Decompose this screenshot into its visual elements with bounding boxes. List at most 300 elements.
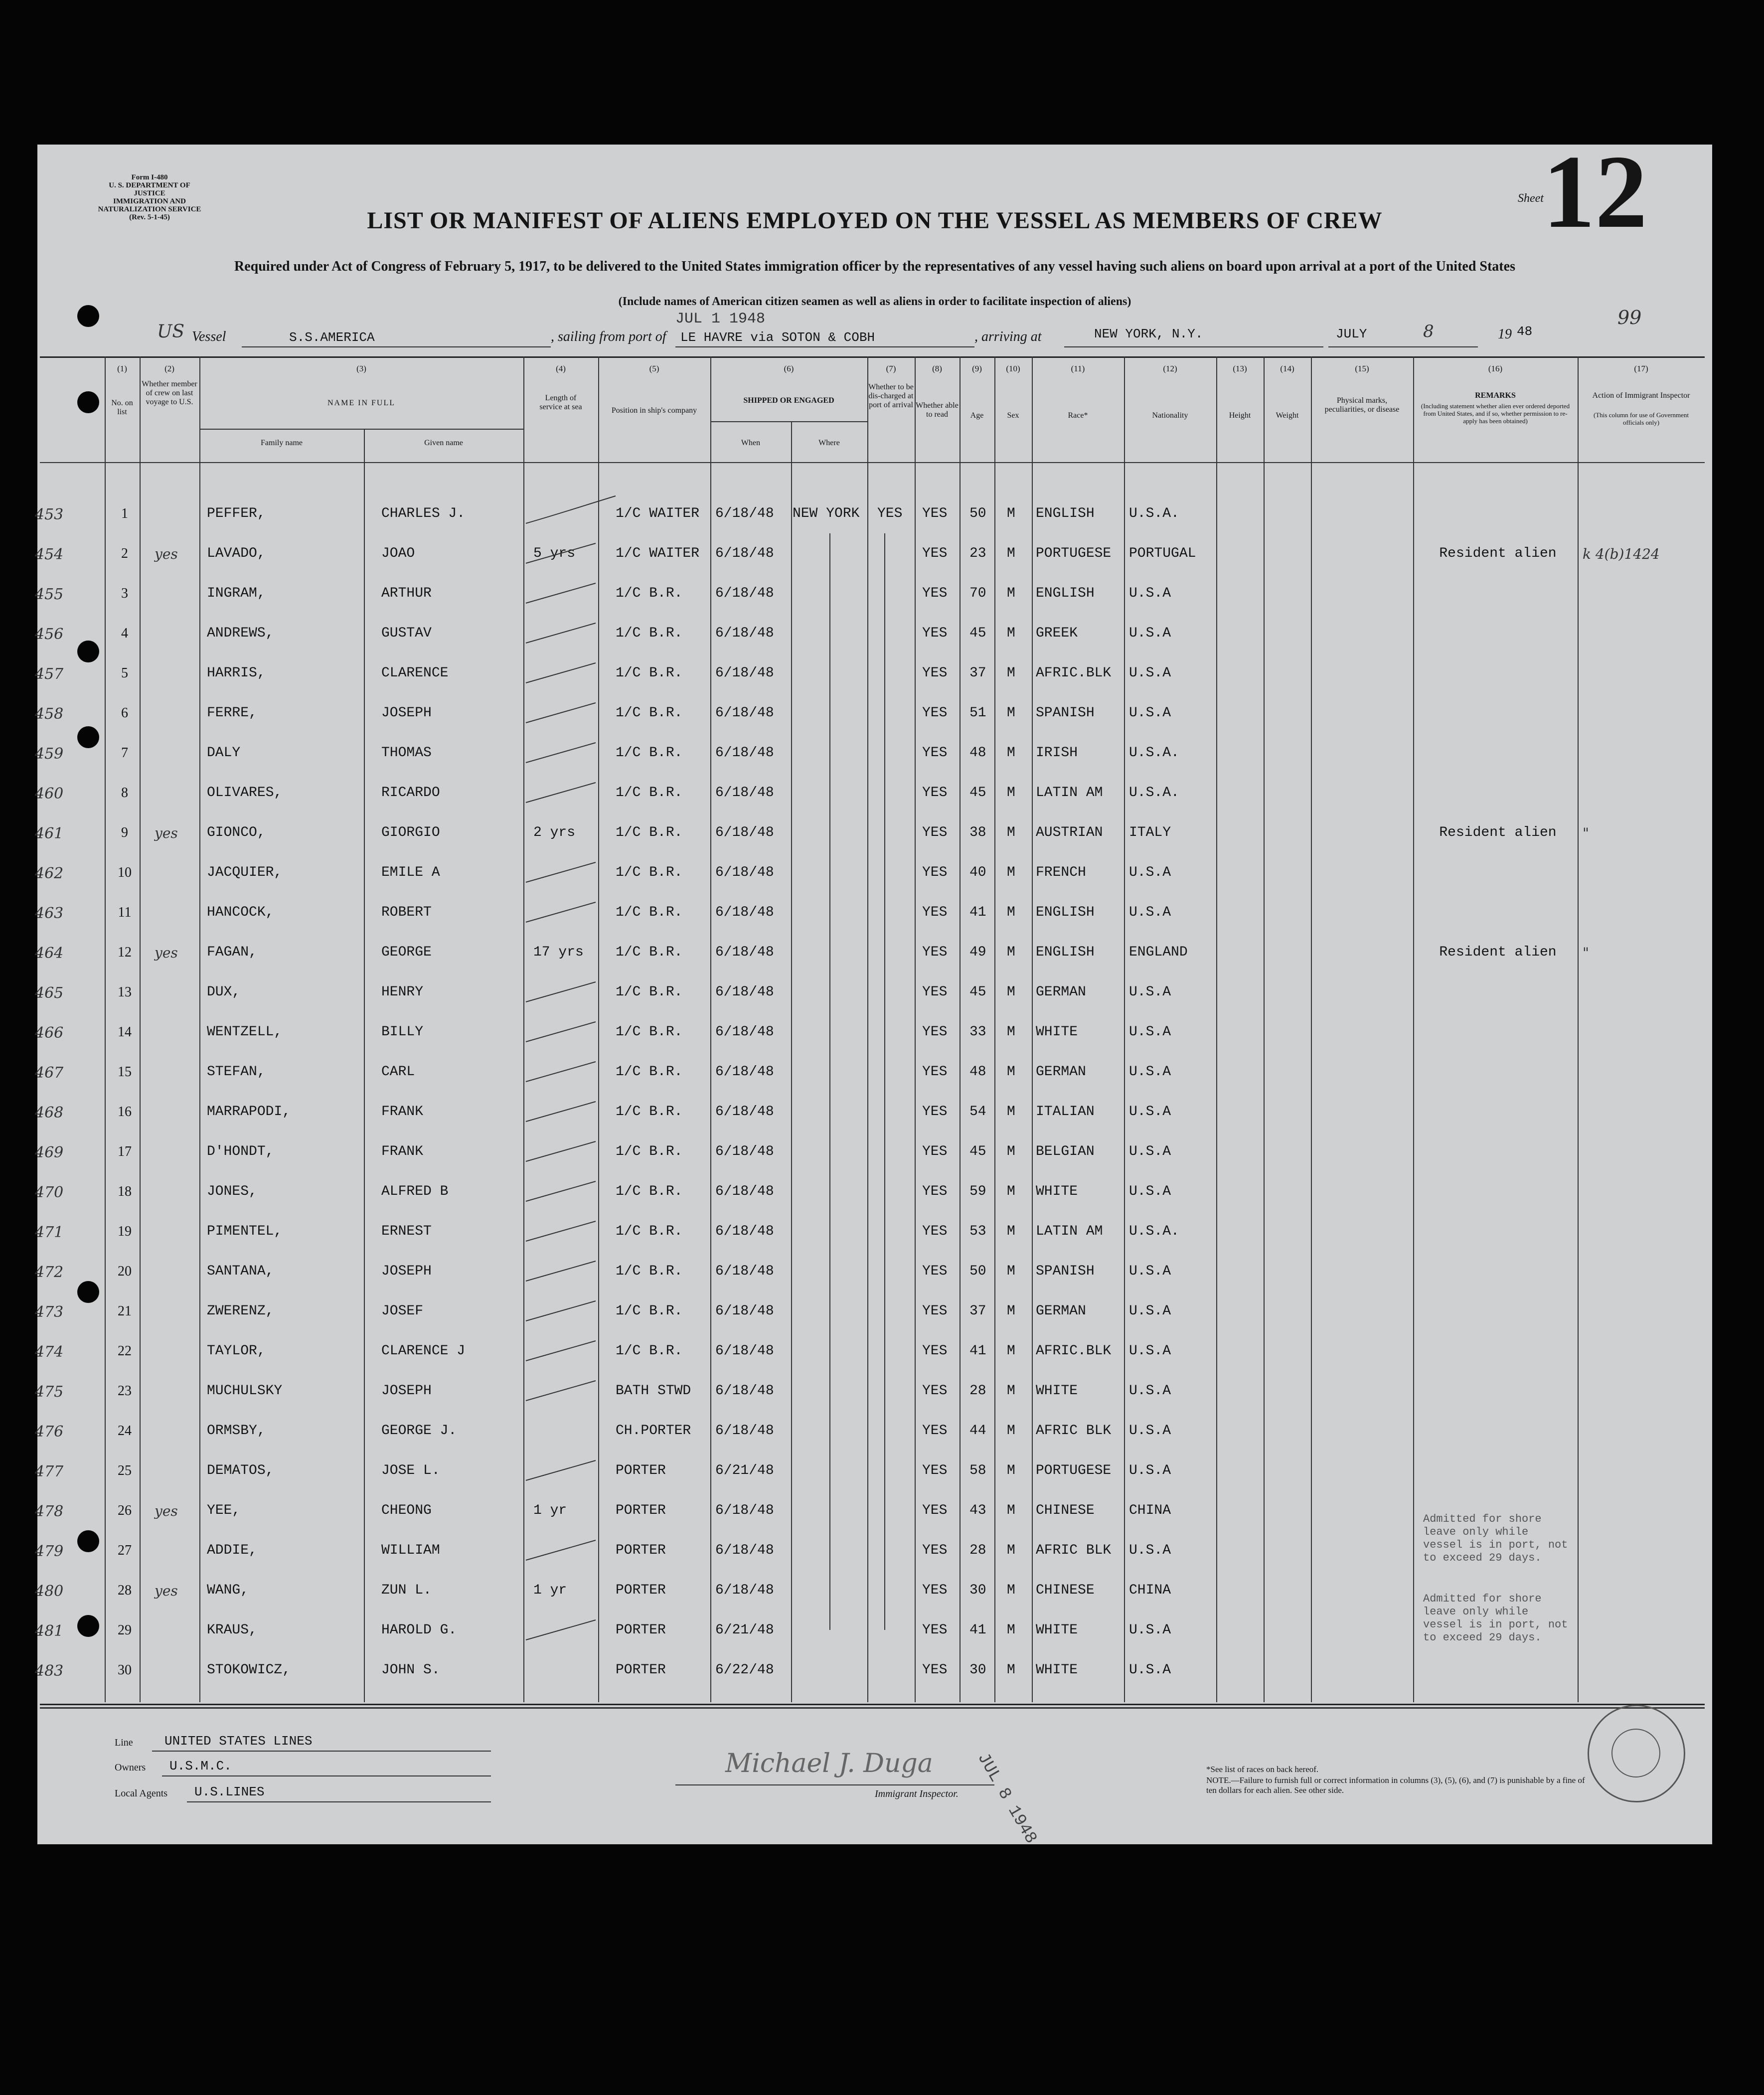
given-name: CHEONG [381, 1503, 432, 1518]
shipped-where: NEW YORK [793, 506, 860, 521]
position: 1/C B.R. [616, 984, 683, 1000]
position: 1/C WAITER [616, 546, 700, 561]
able-to-read: YES [922, 1144, 948, 1159]
race: WHITE [1036, 1622, 1078, 1638]
row-number: 30 [118, 1662, 132, 1678]
able-to-read: YES [922, 665, 948, 681]
manifest-number: 467 [35, 1064, 64, 1082]
nationality: U.S.A [1129, 586, 1171, 601]
manifest-number: 470 [35, 1184, 64, 1201]
line-label: Line [115, 1737, 133, 1748]
given-name: ZUN L. [381, 1583, 432, 1598]
manifest-number: 461 [35, 825, 64, 842]
family-name: DEMATOS, [207, 1463, 274, 1478]
family-name: MARRAPODI, [207, 1104, 291, 1120]
shipped-when: 6/18/48 [715, 865, 774, 880]
col-header-action-note: (This column for use of Government officials only) [1594, 411, 1689, 426]
col-header-position: Position in ship's company [611, 406, 697, 415]
punch-hole [77, 641, 99, 662]
shipped-when: 6/18/48 [715, 506, 774, 521]
family-name: FAGAN, [207, 945, 257, 960]
shipped-when: 6/18/48 [715, 745, 774, 761]
col-header-prev-voyage: Whether member of crew on last voyage to U.S. [142, 380, 197, 406]
given-name: GUSTAV [381, 626, 432, 641]
race: GERMAN [1036, 984, 1086, 1000]
manifest-number: 475 [35, 1383, 64, 1401]
col-header-weight: Weight [1276, 411, 1299, 420]
given-name: WILLIAM [381, 1543, 440, 1558]
race: ENGLISH [1036, 905, 1095, 920]
given-name: ERNEST [381, 1224, 432, 1239]
able-to-read: YES [922, 825, 948, 840]
position: 1/C B.R. [616, 1104, 683, 1120]
sex: M [1007, 586, 1015, 601]
col-num-1: (1) [117, 364, 127, 373]
age: 45 [969, 785, 986, 801]
shipped-when: 6/22/48 [715, 1662, 774, 1678]
position: PORTER [616, 1622, 666, 1638]
col-header-shipped: SHIPPED OR ENGAGED [743, 396, 834, 405]
race: WHITE [1036, 1383, 1078, 1399]
date-stamp: JUL 1 1948 [675, 311, 766, 327]
row-number: 18 [118, 1184, 132, 1199]
nationality: U.S.A [1129, 1264, 1171, 1279]
able-to-read: YES [922, 1543, 948, 1558]
sex: M [1007, 1144, 1015, 1159]
length-of-service: 2 yrs [533, 825, 576, 840]
age: 54 [969, 1104, 986, 1120]
race: LATIN AM [1036, 785, 1103, 801]
race: BELGIAN [1036, 1144, 1095, 1159]
sex: M [1007, 745, 1015, 761]
age: 53 [969, 1224, 986, 1239]
col-header-name: NAME IN FULL [327, 399, 395, 407]
inspector-action: k 4(b)1424 [1583, 546, 1660, 562]
given-name: FRANK [381, 1104, 424, 1120]
family-name: KRAUS, [207, 1622, 257, 1638]
sex: M [1007, 1104, 1015, 1120]
given-name: JOSEPH [381, 1383, 432, 1399]
able-to-read: YES [922, 1343, 948, 1359]
family-name: ANDREWS, [207, 626, 274, 641]
shipped-when: 6/18/48 [715, 1383, 774, 1399]
position: 1/C B.R. [616, 586, 683, 601]
row-number: 25 [118, 1463, 132, 1478]
family-name: GIONCO, [207, 825, 266, 840]
nationality: U.S.A [1129, 1144, 1171, 1159]
age: 41 [969, 1343, 986, 1359]
given-name: CLARENCE [381, 665, 449, 681]
age: 41 [969, 905, 986, 920]
family-name: MUCHULSKY [207, 1383, 283, 1399]
shipped-when: 6/18/48 [715, 1423, 774, 1439]
sex: M [1007, 785, 1015, 801]
shipped-when: 6/18/48 [715, 1543, 774, 1558]
position: 1/C B.R. [616, 865, 683, 880]
shipped-when: 6/18/48 [715, 1343, 774, 1359]
race: CHINESE [1036, 1583, 1095, 1598]
sex: M [1007, 945, 1015, 960]
col-num-9: (9) [972, 364, 982, 373]
given-name: GIORGIO [381, 825, 440, 840]
manifest-number: 464 [35, 945, 64, 962]
col-header-remarks: REMARKS [1475, 391, 1516, 400]
sex: M [1007, 705, 1015, 721]
sex: M [1007, 984, 1015, 1000]
col-header-remarks-note: (Including statement whether alien ever ordered deported from United States, and if so, whether permission to re-apply has been obtained) [1421, 402, 1570, 425]
race: WHITE [1036, 1184, 1078, 1199]
nationality: U.S.A [1129, 1064, 1171, 1080]
nationality: U.S.A. [1129, 1224, 1179, 1239]
given-name: ROBERT [381, 905, 432, 920]
given-name: HENRY [381, 984, 424, 1000]
punch-hole [77, 1281, 99, 1303]
arriving-label: , arriving at [974, 329, 1042, 344]
length-of-service: 5 yrs [533, 546, 576, 561]
position: 1/C B.R. [616, 905, 683, 920]
age: 41 [969, 1622, 986, 1638]
nationality: U.S.A [1129, 1104, 1171, 1120]
position: 1/C B.R. [616, 705, 683, 721]
race: CHINESE [1036, 1503, 1095, 1518]
manifest-number: 476 [35, 1423, 64, 1441]
col-header-when: When [741, 439, 761, 447]
given-name: ALFRED B [381, 1184, 449, 1199]
row-number: 28 [118, 1583, 132, 1598]
port-of-departure: LE HAVRE via SOTON & COBH [680, 330, 875, 345]
race: AFRIC BLK [1036, 1543, 1112, 1558]
position: 1/C B.R. [616, 1184, 683, 1199]
family-name: STEFAN, [207, 1064, 266, 1080]
nationality: U.S.A [1129, 1184, 1171, 1199]
given-name: JOAO [381, 546, 415, 561]
punch-hole [77, 726, 99, 748]
family-name: WENTZELL, [207, 1024, 283, 1040]
age: 45 [969, 626, 986, 641]
age: 37 [969, 1303, 986, 1319]
manifest-number: 481 [35, 1622, 64, 1640]
race: ENGLISH [1036, 506, 1095, 521]
remarks: Admitted for shore leave only while vessel is in port, not to exceed 29 days. [1423, 1593, 1568, 1644]
able-to-read: YES [922, 945, 948, 960]
manifest-number: 457 [35, 665, 64, 683]
row-number: 23 [118, 1383, 132, 1399]
sex: M [1007, 1463, 1015, 1478]
col-num-13: (13) [1233, 364, 1247, 373]
sex: M [1007, 1383, 1015, 1399]
given-name: CARL [381, 1064, 415, 1080]
able-to-read: YES [922, 745, 948, 761]
given-name: CLARENCE J [381, 1343, 466, 1359]
position: PORTER [616, 1463, 666, 1478]
agents-label: Local Agents [115, 1788, 168, 1799]
race: AUSTRIAN [1036, 825, 1103, 840]
row-number: 9 [121, 825, 128, 840]
corner-note: 99 [1617, 307, 1642, 328]
prev-voyage: yes [155, 1583, 178, 1599]
punch-hole [77, 305, 99, 327]
family-name: TAYLOR, [207, 1343, 266, 1359]
able-to-read: YES [922, 546, 948, 561]
page-subtitle-note: (Include names of American citizen seamen as well as aliens in order to facilitate inspection of aliens) [618, 295, 1131, 308]
remarks: Resident alien [1439, 945, 1557, 960]
nationality: U.S.A [1129, 984, 1171, 1000]
sex: M [1007, 905, 1015, 920]
row-number: 20 [118, 1264, 132, 1279]
family-name: LAVADO, [207, 546, 266, 561]
prev-voyage: yes [155, 945, 178, 961]
vessel-label: Vessel [192, 329, 226, 344]
age: 30 [969, 1583, 986, 1598]
nationality: U.S.A [1129, 1622, 1171, 1638]
shipped-when: 6/18/48 [715, 1104, 774, 1120]
position: 1/C B.R. [616, 1024, 683, 1040]
shipped-when: 6/18/48 [715, 1224, 774, 1239]
arrival-day: 8 [1423, 322, 1434, 341]
remarks: Resident alien [1439, 825, 1557, 840]
sex: M [1007, 506, 1015, 521]
col-num-3: (3) [356, 364, 366, 373]
row-number: 13 [118, 984, 132, 1000]
able-to-read: YES [922, 785, 948, 801]
inspector-action: " [1583, 945, 1589, 961]
col-num-12: (12) [1163, 364, 1177, 373]
given-name: ARTHUR [381, 586, 432, 601]
row-number: 1 [121, 506, 128, 521]
given-name: BILLY [381, 1024, 424, 1040]
row-number: 22 [118, 1343, 132, 1359]
row-number: 14 [118, 1024, 132, 1040]
nationality: U.S.A [1129, 865, 1171, 880]
manifest-number: 474 [35, 1343, 64, 1361]
sex: M [1007, 1224, 1015, 1239]
sex: M [1007, 825, 1015, 840]
manifest-number: 462 [35, 865, 64, 882]
able-to-read: YES [922, 506, 948, 521]
race: AFRIC.BLK [1036, 1343, 1112, 1359]
position: 1/C B.R. [616, 1144, 683, 1159]
given-name: GEORGE [381, 945, 432, 960]
col-header-where: Where [818, 439, 840, 447]
manifest-number: 465 [35, 984, 64, 1002]
age: 23 [969, 546, 986, 561]
position: 1/C B.R. [616, 1343, 683, 1359]
family-name: HANCOCK, [207, 905, 274, 920]
race: ENGLISH [1036, 586, 1095, 601]
sex: M [1007, 1662, 1015, 1678]
nationality: U.S.A [1129, 665, 1171, 681]
col-num-4: (4) [556, 364, 566, 373]
col-header-family-name: Family name [261, 439, 303, 447]
shipped-when: 6/18/48 [715, 1064, 774, 1080]
col-header-no: No. on list [111, 399, 133, 416]
sex: M [1007, 1064, 1015, 1080]
manifest-number: 471 [35, 1224, 64, 1241]
shipped-when: 6/21/48 [715, 1622, 774, 1638]
nationality: CHINA [1129, 1583, 1171, 1598]
col-num-10: (10) [1006, 364, 1020, 373]
position: 1/C B.R. [616, 945, 683, 960]
col-header-height: Height [1229, 411, 1251, 420]
remarks: Admitted for shore leave only while vessel is in port, not to exceed 29 days. [1423, 1513, 1568, 1564]
age: 48 [969, 745, 986, 761]
row-number: 26 [118, 1503, 132, 1518]
shipped-when: 6/18/48 [715, 905, 774, 920]
nationality: U.S.A [1129, 626, 1171, 641]
form-number: Form I-480 [131, 173, 168, 181]
nationality: ENGLAND [1129, 945, 1188, 960]
sheet-number: 12 [1543, 134, 1647, 250]
col-header-nationality: Nationality [1152, 411, 1188, 420]
manifest-number: 473 [35, 1303, 64, 1321]
position: 1/C B.R. [616, 626, 683, 641]
race: SPANISH [1036, 1264, 1095, 1279]
age: 58 [969, 1463, 986, 1478]
family-name: PIMENTEL, [207, 1224, 283, 1239]
row-number: 5 [121, 665, 128, 681]
page-title: LIST OR MANIFEST OF ALIENS EMPLOYED ON THE VESSEL AS MEMBERS OF CREW [367, 207, 1383, 234]
nationality: U.S.A [1129, 1543, 1171, 1558]
position: 1/C B.R. [616, 1064, 683, 1080]
owners: U.S.M.C. [169, 1759, 232, 1773]
year-prefix: 19 [1498, 326, 1512, 342]
punch-hole [77, 1615, 99, 1637]
family-name: D'HONDT, [207, 1144, 274, 1159]
shipped-when: 6/18/48 [715, 984, 774, 1000]
sex: M [1007, 1503, 1015, 1518]
shipped-when: 6/18/48 [715, 945, 774, 960]
able-to-read: YES [922, 586, 948, 601]
able-to-read: YES [922, 1423, 948, 1439]
age: 37 [969, 665, 986, 681]
length-of-service: 17 yrs [533, 945, 584, 960]
able-to-read: YES [922, 1224, 948, 1239]
family-name: OLIVARES, [207, 785, 283, 801]
punch-hole [77, 391, 99, 413]
row-number: 2 [121, 546, 128, 561]
family-name: JACQUIER, [207, 865, 283, 880]
family-name: WANG, [207, 1583, 249, 1598]
age: 50 [969, 1264, 986, 1279]
able-to-read: YES [922, 1622, 948, 1638]
position: 1/C B.R. [616, 785, 683, 801]
given-name: JOSE L. [381, 1463, 440, 1478]
page-subtitle: Required under Act of Congress of February 5, 1917, to be delivered to the United States immigration officer by the representatives of any vessel having such aliens on board upon arrival at a port of the United States [234, 259, 1515, 274]
race: GERMAN [1036, 1064, 1086, 1080]
col-header-given-name: Given name [424, 439, 463, 447]
race: PORTUGESE [1036, 1463, 1112, 1478]
position: CH.PORTER [616, 1423, 691, 1439]
given-name: CHARLES J. [381, 506, 466, 521]
manifest-sheet [35, 134, 1712, 1847]
discharge: YES [877, 506, 903, 521]
race: AFRIC.BLK [1036, 665, 1112, 681]
position: 1/C WAITER [616, 506, 700, 521]
able-to-read: YES [922, 984, 948, 1000]
age: 49 [969, 945, 986, 960]
able-to-read: YES [922, 626, 948, 641]
position: 1/C B.R. [616, 825, 683, 840]
local-agents: U.S.LINES [194, 1784, 265, 1799]
nationality: ITALY [1129, 825, 1171, 840]
family-name: INGRAM, [207, 586, 266, 601]
shipped-when: 6/18/48 [715, 825, 774, 840]
position: 1/C B.R. [616, 1303, 683, 1319]
nationality: U.S.A [1129, 1343, 1171, 1359]
row-number: 4 [121, 626, 128, 641]
family-name: FERRE, [207, 705, 257, 721]
col-header-read: Whether able to read [916, 401, 959, 419]
remarks: Resident alien [1439, 546, 1557, 561]
position: PORTER [616, 1583, 666, 1598]
handwritten-marks [37, 145, 1712, 1844]
sex: M [1007, 1583, 1015, 1598]
able-to-read: YES [922, 1583, 948, 1598]
vessel-name: S.S.AMERICA [289, 330, 375, 345]
sex: M [1007, 1543, 1015, 1558]
manifest-number: 463 [35, 905, 64, 922]
shipped-when: 6/18/48 [715, 1303, 774, 1319]
arrival-month: JULY [1336, 326, 1367, 341]
col-num-2: (2) [164, 364, 174, 373]
race: AFRIC BLK [1036, 1423, 1112, 1439]
race: WHITE [1036, 1024, 1078, 1040]
row-number: 7 [121, 745, 128, 761]
row-number: 29 [118, 1622, 132, 1638]
manifest-number: 480 [35, 1583, 64, 1600]
col-num-15: (15) [1355, 364, 1369, 373]
nationality: CHINA [1129, 1503, 1171, 1518]
age: 33 [969, 1024, 986, 1040]
shipped-when: 6/18/48 [715, 1503, 774, 1518]
col-num-11: (11) [1071, 364, 1085, 373]
shipped-when: 6/18/48 [715, 1264, 774, 1279]
able-to-read: YES [922, 1064, 948, 1080]
row-number: 19 [118, 1224, 132, 1239]
shipped-when: 6/21/48 [715, 1463, 774, 1478]
shipped-when: 6/18/48 [715, 665, 774, 681]
given-name: THOMAS [381, 745, 432, 761]
shipped-when: 6/18/48 [715, 1024, 774, 1040]
sex: M [1007, 1423, 1015, 1439]
form-service: IMMIGRATION AND NATURALIZATION SERVICE [98, 197, 201, 213]
family-name: DUX, [207, 984, 241, 1000]
manifest-number: 479 [35, 1543, 64, 1560]
manifest-number: 477 [35, 1463, 64, 1480]
given-name: EMILE A [381, 865, 440, 880]
given-name: JOSEPH [381, 1264, 432, 1279]
age: 50 [969, 506, 986, 521]
race: FRENCH [1036, 865, 1086, 880]
row-number: 3 [121, 586, 128, 601]
family-name: ORMSBY, [207, 1423, 266, 1439]
row-number: 10 [118, 865, 132, 880]
nationality: PORTUGAL [1129, 546, 1196, 561]
able-to-read: YES [922, 905, 948, 920]
col-header-physical: Physical marks, peculiarities, or disease [1324, 396, 1400, 414]
age: 38 [969, 825, 986, 840]
row-number: 8 [121, 785, 128, 801]
row-number: 21 [118, 1303, 132, 1319]
able-to-read: YES [922, 1303, 948, 1319]
able-to-read: YES [922, 1662, 948, 1678]
col-num-8: (8) [932, 364, 942, 373]
col-header-service: Length of service at sea [539, 394, 582, 411]
sex: M [1007, 865, 1015, 880]
family-name: ADDIE, [207, 1543, 257, 1558]
position: PORTER [616, 1662, 666, 1678]
sex: M [1007, 1622, 1015, 1638]
